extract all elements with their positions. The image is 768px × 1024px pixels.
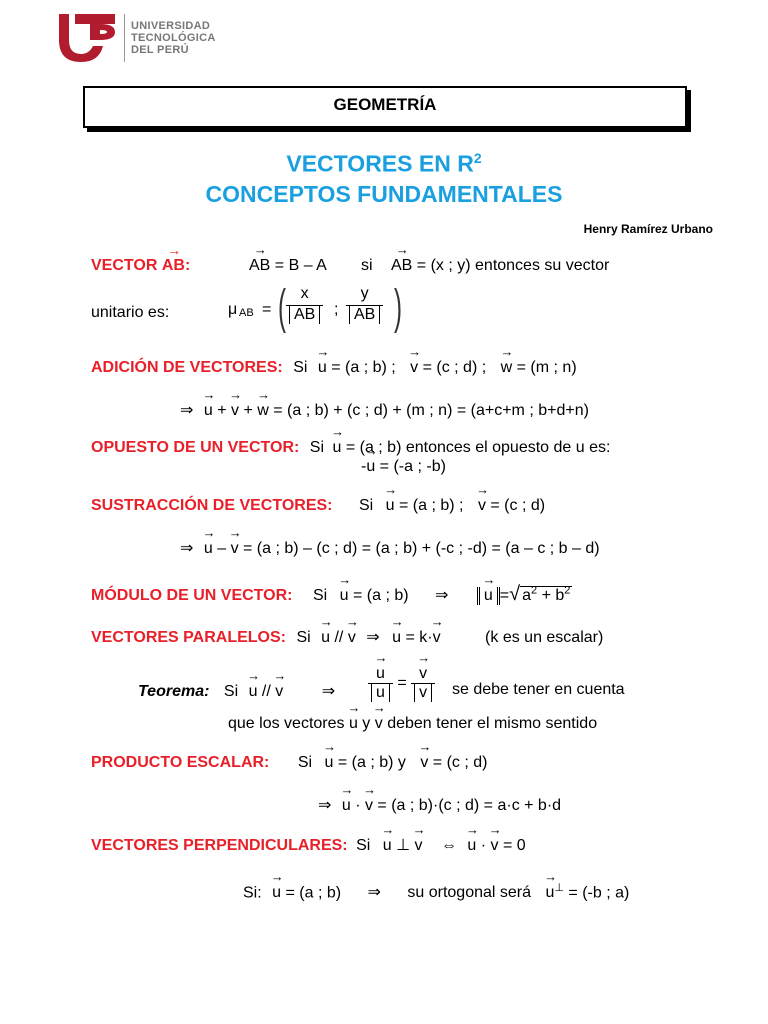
- opuesto-value: -u → = (-a ; -b): [361, 458, 446, 476]
- subject-box: [83, 86, 687, 128]
- teorema-text: se debe tener en cuenta: [452, 681, 625, 698]
- logo-line-2: TECNOLÓGICA: [131, 32, 216, 44]
- sustraccion-label: SUSTRACCIÓN DE VECTORES:: [91, 497, 333, 514]
- main-title: VECTORES EN $R^2$: [286, 150, 482, 177]
- utp-logo-icon: [55, 10, 119, 66]
- author: Henry Ramírez Urbano: [583, 222, 713, 236]
- sub-title: CONCEPTOS FUNDAMENTALES: [205, 181, 563, 207]
- perpendiculares-label: VECTORES PERPENDICULARES:: [91, 837, 348, 854]
- adicion-result: ⇒ u → + v → + w → = (a ; b) + (c ; d) + (m ; n) = (a+c+m ; b+d+n): [180, 400, 589, 420]
- logo-line-3: DEL PERÚ: [131, 44, 189, 56]
- logo-divider: [124, 14, 125, 62]
- title-superscript: 2: [473, 150, 482, 166]
- teorema-line2: que los vectores u → y v → deben tener el mismo sentido: [228, 715, 597, 733]
- vector-ab-row: [91, 257, 190, 275]
- paralelos-label: VECTORES PARALELOS:: [91, 629, 286, 646]
- vector-ab-eq2: AB → = (x ; y) entonces su vector: [391, 257, 609, 275]
- modulo-label: MÓDULO DE UN VECTOR:: [91, 587, 293, 604]
- adicion-label: ADICIÓN DE VECTORES:: [91, 359, 283, 376]
- logo-text: [131, 20, 216, 56]
- unitario-label: unitario es:: [91, 304, 170, 321]
- teorema-fraction: $\frac{u \to}{u}$ = $\frac{v \to}{v}$: [368, 665, 435, 702]
- vector-ab-eq1: AB → = B – A: [249, 257, 327, 275]
- modulo-row: MÓDULO DE UN VECTOR: Si u → = (a ; b) ⇒ u → =√ $a^2 + b^2$: [91, 583, 572, 606]
- producto-result: ⇒ u → · v → = (a ; b)·(c ; d) = a·c + b·d: [318, 795, 561, 815]
- subject-title: GEOMETRÍA: [333, 95, 437, 114]
- vector-ab-si: si: [361, 257, 373, 274]
- perpendiculares-row: VECTORES PERPENDICULARES: Si u → ⊥ v → ⇔ u → · v → = 0: [91, 835, 526, 855]
- university-logo: [55, 10, 225, 66]
- vector-ab-label: VECTOR AB →:: [91, 257, 190, 274]
- producto-row: PRODUCTO ESCALAR: Si u → = (a ; b) y v → = (c ; d): [91, 754, 487, 772]
- paralelos-row: VECTORES PARALELOS: Si u → // v → ⇒ u → = k·v → (k es un escalar): [91, 627, 603, 647]
- adicion-row: ADICIÓN DE VECTORES: Si u → = (a ; b) ; v → = (c ; d) ; w → = (m ; n): [91, 359, 577, 377]
- teorema-label: Teorema:: [138, 683, 210, 700]
- logo-line-1: UNIVERSIDAD: [131, 20, 211, 32]
- opuesto-row: OPUESTO DE UN VECTOR: Si u → = (a ; b) entonces el opuesto de u es:: [91, 439, 610, 457]
- sustraccion-result: ⇒ u → – v → = (a ; b) – (c ; d) = (a ; b) + (-c ; -d) = (a – c ; b – d): [180, 538, 600, 558]
- ortogonal-row: Si: u → = (a ; b) ⇒ su ortogonal será u →⊥ = (-b ; a): [243, 881, 629, 902]
- teorema-row: Teorema: Si u → // v → ⇒: [138, 681, 335, 701]
- opuesto-label: OPUESTO DE UN VECTOR:: [91, 439, 300, 456]
- producto-label: PRODUCTO ESCALAR:: [91, 754, 270, 771]
- sustraccion-row: SUSTRACCIÓN DE VECTORES: Si u → = (a ; b) ; v → = (c ; d): [91, 497, 545, 515]
